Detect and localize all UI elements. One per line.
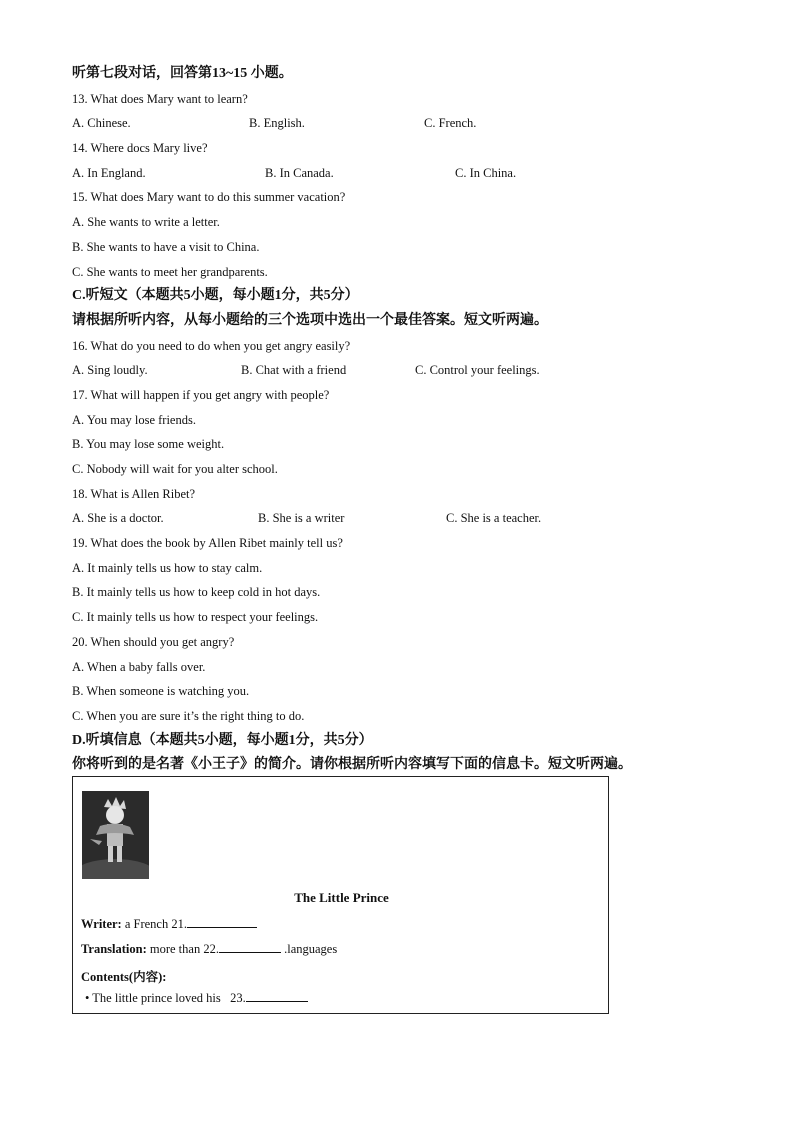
translation-line: [81, 942, 337, 957]
question-stem-20: 20. When should you get angry?: [72, 634, 235, 649]
little-prince-illustration: [82, 791, 149, 879]
question-stem-16: 16. What do you need to do when you get angry easily?: [72, 338, 351, 353]
option-b: B. She wants to have a visit to China.: [72, 239, 260, 254]
writer-line: [81, 917, 257, 932]
writer-label: Writer:: [81, 917, 122, 931]
option-c: C. In China.: [455, 165, 517, 180]
option-c: C. Control your feelings.: [415, 363, 540, 378]
option-a: A. In England.: [72, 165, 146, 180]
section-header: 听第七段对话，回答第13~15 小题。: [72, 66, 293, 81]
section-d-instruction: 你将听到的是名著《小王子》的简介。请你根据所听内容填写下面的信息卡。短文听两遍。: [72, 757, 632, 773]
card-title: The Little Prince: [294, 890, 389, 905]
option-b: B. You may lose some weight.: [72, 437, 225, 452]
option-a: A. When a baby falls over.: [72, 659, 206, 674]
translation-label: Translation:: [81, 942, 147, 956]
option-a: A. It mainly tells us how to stay calm.: [72, 560, 263, 575]
info-card: [72, 776, 609, 1014]
options-13: [72, 111, 732, 136]
contents-text: The little prince loved his: [92, 991, 221, 1005]
contents-bullet-line: [85, 991, 308, 1006]
contents-label: Contents(内容):: [81, 970, 167, 984]
contents-num: 23.: [230, 991, 246, 1005]
question-stem-17: 17. What will happen if you get angry with people?: [72, 387, 330, 402]
question-stem-19: 19. What does the book by Allen Ribet mainly tell us?: [72, 536, 343, 551]
section-c-instruction: 请根据所听内容，从每小题给的三个选项中选出一个最佳答案。短文听两遍。: [72, 312, 548, 328]
option-b: B. It mainly tells us how to keep cold in hot days.: [72, 585, 321, 600]
section-c-title: C.听短文（本题共5小题，每小题1分，共5分）: [72, 288, 359, 304]
question-stem-14: 14. Where docs Mary live?: [72, 141, 208, 156]
options-16: [72, 358, 732, 383]
option-b: B. Chat with a friend: [241, 363, 347, 378]
option-c: C. When you are sure it’s the right thing to do.: [72, 708, 305, 723]
answer-blank-23[interactable]: [246, 1000, 308, 1002]
option-b: B. She is a writer: [258, 511, 345, 526]
writer-text: a French 21.: [124, 917, 187, 931]
option-a: A. Sing loudly.: [72, 363, 148, 378]
option-c: C. It mainly tells us how to respect your feelings.: [72, 610, 319, 625]
options-14: [72, 161, 732, 186]
exam-page: [72, 62, 732, 778]
option-c: C. French.: [424, 116, 477, 131]
option-a: A. She is a doctor.: [72, 511, 164, 526]
option-c: C. Nobody will wait for you alter school.: [72, 462, 278, 476]
translation-suffix: .languages: [284, 942, 338, 956]
option-b: B. When someone is watching you.: [72, 684, 250, 699]
option-b: B. In Canada.: [265, 165, 334, 180]
option-a: A. She wants to write a letter.: [72, 215, 220, 230]
question-stem-13: 13. What does Mary want to learn?: [72, 91, 248, 106]
answer-blank-21[interactable]: [187, 926, 257, 928]
answer-blank-22[interactable]: [219, 951, 281, 953]
option-a: A. Chinese.: [72, 116, 131, 131]
little-prince-figure-icon: [82, 791, 149, 879]
contents-line: [81, 967, 166, 985]
section-d-title: D.听填信息（本题共5小题，每小题1分，共5分）: [72, 732, 373, 748]
question-stem-15: 15. What does Mary want to do this summer vacation?: [72, 190, 346, 205]
option-c: C. She is a teacher.: [446, 511, 542, 526]
option-a: A. You may lose friends.: [72, 412, 196, 427]
option-b: B. English.: [249, 116, 305, 131]
translation-text: more than 22.: [149, 942, 219, 956]
options-18: [72, 506, 732, 531]
bullet-icon: •: [85, 991, 90, 1005]
option-c: C. She wants to meet her grandparents.: [72, 264, 268, 279]
question-stem-18: 18. What is Allen Ribet?: [72, 486, 196, 501]
